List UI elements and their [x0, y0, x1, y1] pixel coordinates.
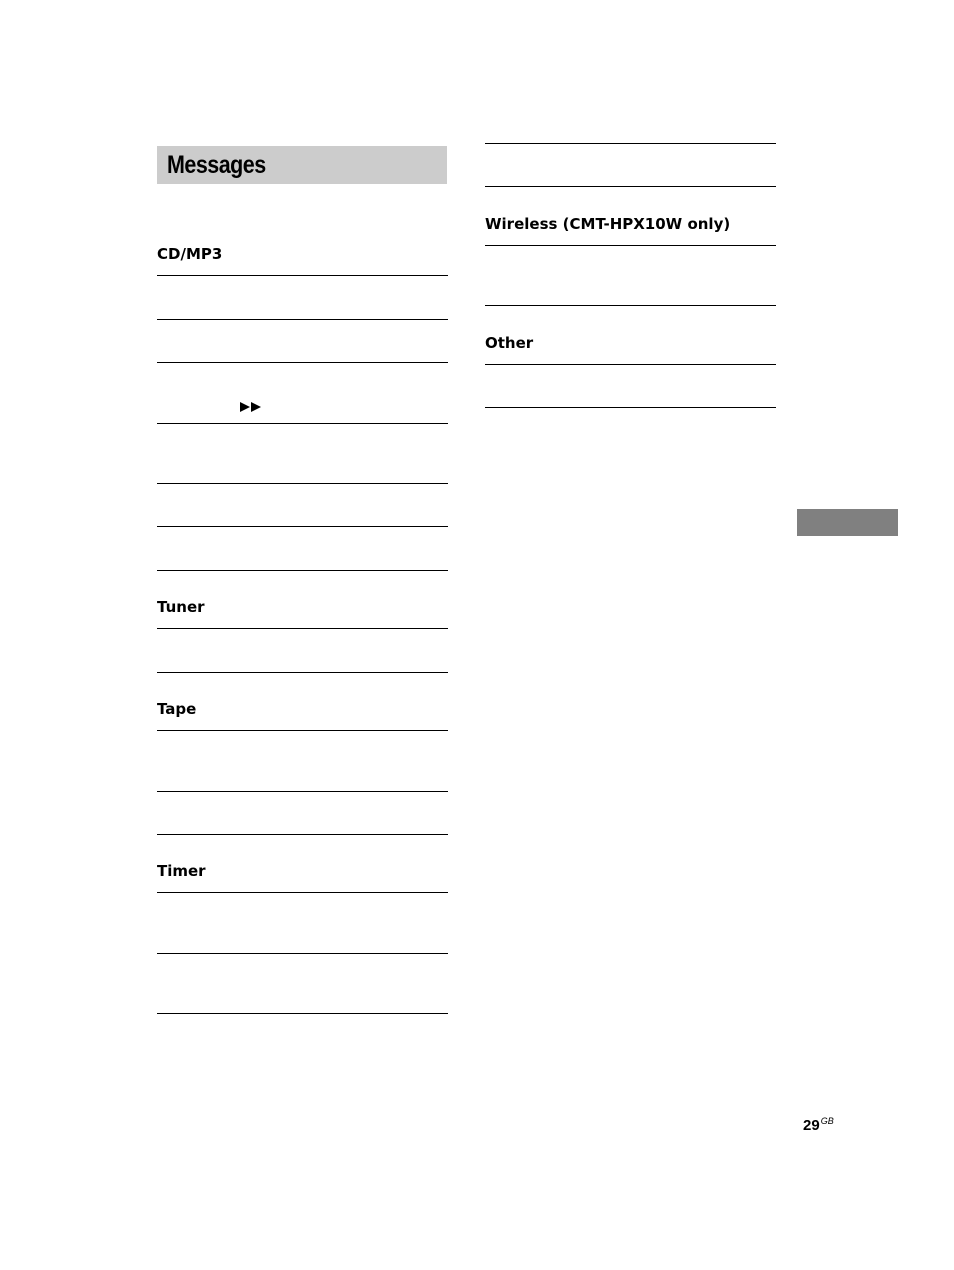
- table-rule: [157, 275, 448, 276]
- section-title-bar: [157, 146, 447, 184]
- table-rule: [157, 526, 448, 527]
- table-rule: [157, 672, 448, 673]
- heading-tape: Tape: [157, 700, 197, 718]
- page-title: Messages: [167, 151, 266, 179]
- table-rule: [157, 628, 448, 629]
- heading-other: Other: [485, 334, 534, 352]
- page-number-value: 29: [803, 1117, 820, 1134]
- table-rule: [485, 143, 776, 144]
- heading-timer: Timer: [157, 862, 206, 880]
- page-number-suffix: GB: [820, 1116, 834, 1126]
- heading-wireless: Wireless (CMT-HPX10W only): [485, 215, 731, 233]
- heading-cdmp3: CD/MP3: [157, 245, 223, 263]
- chapter-tab-marker: [797, 509, 898, 536]
- table-rule: [485, 407, 776, 408]
- table-rule: [157, 423, 448, 424]
- table-rule: [485, 305, 776, 306]
- table-rule: [157, 834, 448, 835]
- page-number: [803, 1112, 834, 1135]
- table-rule: [157, 791, 448, 792]
- table-rule: [157, 953, 448, 954]
- table-rule: [157, 319, 448, 320]
- table-rule: [485, 245, 776, 246]
- table-rule: [157, 892, 448, 893]
- fast-forward-icon: [240, 402, 264, 412]
- table-rule: [485, 186, 776, 187]
- table-rule: [157, 730, 448, 731]
- table-rule: [157, 483, 448, 484]
- table-rule: [485, 364, 776, 365]
- table-rule: [157, 362, 448, 363]
- table-rule: [157, 1013, 448, 1014]
- heading-tuner: Tuner: [157, 598, 205, 616]
- table-rule: [157, 570, 448, 571]
